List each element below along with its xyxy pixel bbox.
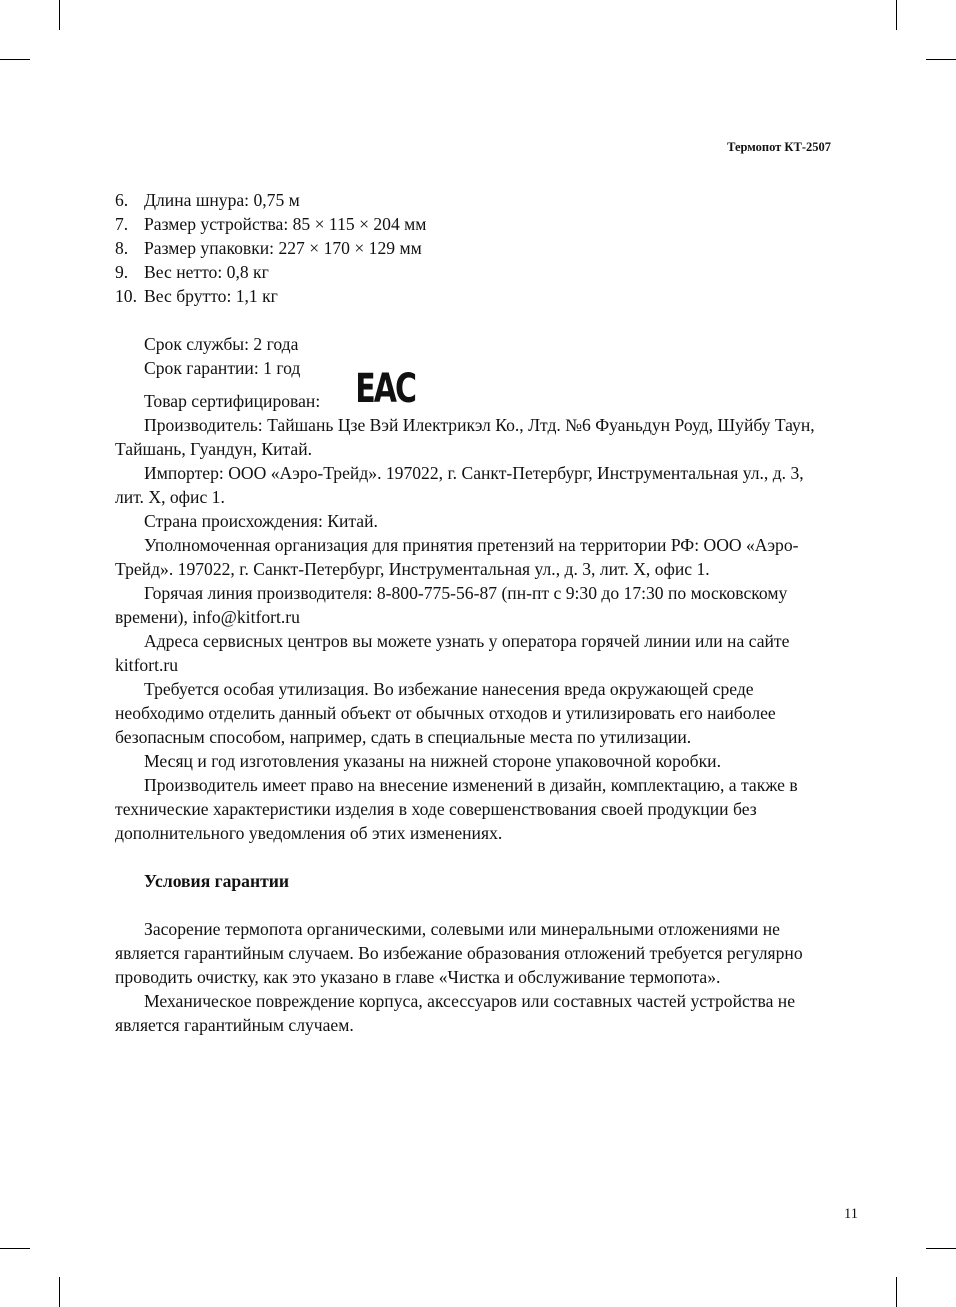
spacer bbox=[115, 845, 831, 869]
service-centers: Адреса сервисных центров вы можете узнать у оператора горячей линии или на сайте kitfort.ru bbox=[115, 631, 790, 675]
service-life: Срок службы: 2 года bbox=[144, 334, 299, 354]
list-item-text: Размер упаковки: 227 × 170 × 129 мм bbox=[144, 238, 422, 258]
crop-mark-top-right bbox=[896, 0, 897, 30]
crop-mark-bottom-left bbox=[59, 1277, 60, 1307]
list-item-text: Вес брутто: 1,1 кг bbox=[144, 286, 278, 306]
list-item bbox=[115, 212, 831, 236]
manufacture-date: Месяц и год изготовления указаны на нижней стороне упаковочной коробки. bbox=[144, 751, 721, 771]
list-item-text: Вес нетто: 0,8 кг bbox=[144, 262, 269, 282]
crop-mark-bottom-right bbox=[896, 1277, 897, 1307]
authorized-organization: Уполномоченная организация для принятия претензий на территории РФ: ООО «Аэро-Трейд». 197022, г. Санкт-Петербург, Инструментальная ул., д. 3, лит. Х, офис 1. bbox=[115, 535, 799, 579]
changes-notice: Производитель имеет право на внесение изменений в дизайн, комплектацию, а также в технические характеристики изделия в ходе совершенствования своей продукции без дополнительного уведомления об этих изменениях. bbox=[115, 775, 798, 843]
list-item-number: 6. bbox=[115, 190, 129, 210]
certified-label: Товар сертифицирован: bbox=[144, 391, 321, 411]
list-item-text: Размер устройства: 85 × 115 × 204 мм bbox=[144, 214, 427, 234]
importer: Импортер: ООО «Аэро-Трейд». 197022, г. Санкт-Петербург, Инструментальная ул., д. 3, лит. Х, офис 1. bbox=[115, 463, 804, 507]
list-item bbox=[115, 188, 831, 212]
country-of-origin: Страна происхождения: Китай. bbox=[144, 511, 378, 531]
disposal-notice: Требуется особая утилизация. Во избежание нанесения вреда окружающей среде необходимо отделить данный объект от обычных отходов и утилизировать его наиболее безопасным способом, например, сдать в специальные места по утилизации. bbox=[115, 679, 776, 747]
hotline: Горячая линия производителя: 8-800-775-56-87 (пн-пт с 9:30 до 17:30 по московскому времени), info@kitfort.ru bbox=[115, 583, 788, 627]
warranty-paragraph-2: Механическое повреждение корпуса, аксессуаров или составных частей устройства не является гарантийным случаем. bbox=[115, 991, 796, 1035]
manufacturer: Производитель: Тайшань Цзе Вэй Илектрикэл Ко., Лтд. №6 Фуаньдун Роуд, Шуйбу Таун, Тайшань, Гуандун, Китай. bbox=[115, 415, 815, 459]
eac-logo-icon: EAC bbox=[355, 365, 415, 413]
list-item bbox=[115, 284, 831, 308]
list-item bbox=[115, 236, 831, 260]
section-heading: Условия гарантии bbox=[144, 871, 290, 891]
crop-mark-bottom-right-h bbox=[926, 1248, 956, 1249]
warranty-paragraph-1: Засорение термопота органическими, солевыми или минеральными отложениями не является гарантийным случаем. Во избежание образования отложений требуется регулярно проводить очистку, как это указано в главе «Чистка и обслуживание термопота». bbox=[115, 919, 803, 987]
spacer bbox=[115, 893, 831, 917]
list-item bbox=[115, 260, 831, 284]
specs-list bbox=[115, 188, 831, 308]
crop-mark-top-left bbox=[59, 0, 60, 30]
list-item-number: 8. bbox=[115, 238, 129, 258]
crop-mark-top-left-h bbox=[0, 59, 30, 60]
list-item-number: 9. bbox=[115, 262, 129, 282]
list-item-number: 10. bbox=[115, 286, 137, 306]
running-header: Термопот КТ-2507 bbox=[727, 140, 831, 154]
page-number: 11 bbox=[844, 1206, 858, 1222]
crop-mark-top-right-h bbox=[926, 59, 956, 60]
page-content bbox=[115, 188, 831, 1037]
crop-mark-bottom-left-h bbox=[0, 1248, 30, 1249]
list-item-number: 7. bbox=[115, 214, 129, 234]
list-item-text: Длина шнура: 0,75 м bbox=[144, 190, 300, 210]
spacer bbox=[115, 308, 831, 332]
warranty-period: Срок гарантии: 1 год bbox=[144, 358, 301, 378]
